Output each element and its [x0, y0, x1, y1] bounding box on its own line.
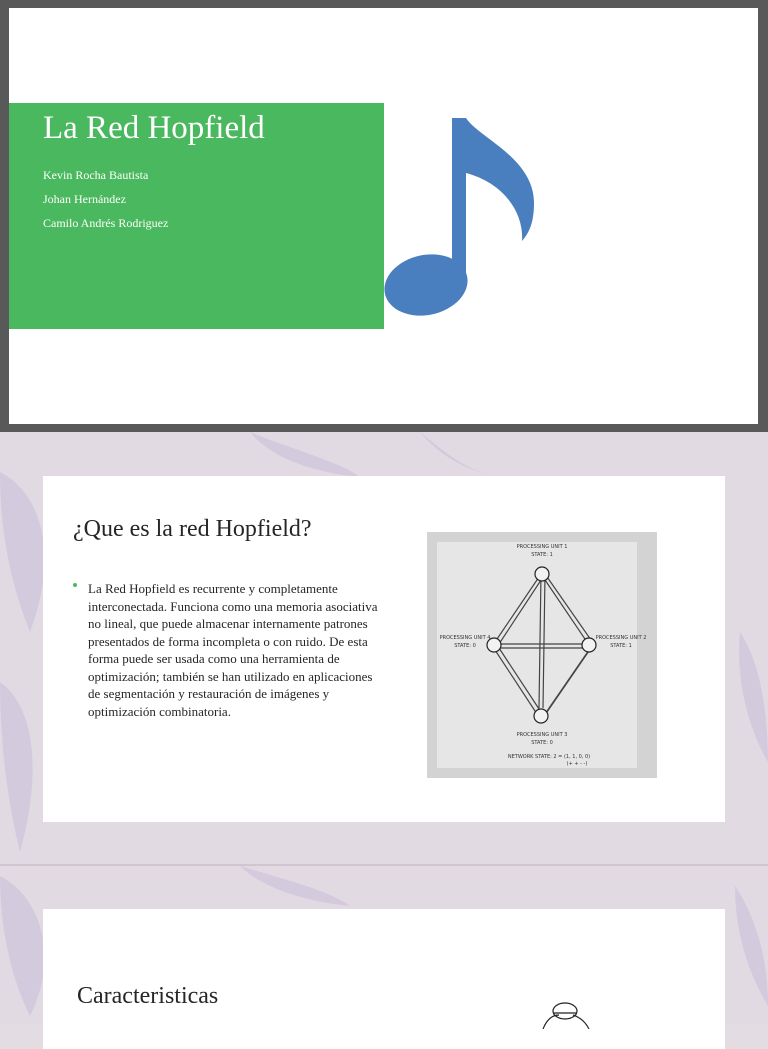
title-slide-canvas: [9, 8, 758, 424]
processing-unit-1: [535, 567, 549, 581]
author-2: Johan Hernández: [43, 192, 126, 206]
unit-2-label: PROCESSING UNIT 2: [595, 635, 647, 641]
music-note-icon: [384, 113, 544, 323]
bullet-icon: [73, 583, 77, 587]
slide-3-card: [43, 909, 725, 1049]
unit-1-label: PROCESSING UNIT 1: [516, 544, 568, 550]
unit-4-state: STATE: 0: [454, 643, 476, 649]
unit-3-state: STATE: 0: [531, 740, 553, 746]
slide-2-bullet-text: La Red Hopfield es recurrente y completamente interconectada. Funciona como una memoria asociativa no lineal, que puede almacenar internamente patrones presentados de forma incompleta o con ruido. De esta forma puede ser usada como una herramienta de optimización; también se han utilizado en aplicaciones de segmentación y restauración de imágenes y optimización combinatoria.: [88, 581, 378, 719]
slide-2-card: [43, 476, 725, 822]
hopfield-network-diagram: [427, 532, 657, 778]
presentation-title: La Red Hopfield: [43, 110, 265, 146]
unit-2-state: STATE: 1: [610, 643, 632, 649]
unit-1-state: STATE: 1: [531, 552, 553, 558]
slide-3-title: Caracteristicas: [77, 983, 219, 1009]
author-3: Camilo Andrés Rodriguez: [43, 216, 169, 230]
author-1: Kevin Rocha Bautista: [43, 168, 149, 182]
slide-2-title: ¿Que es la red Hopfield?: [73, 516, 312, 542]
processing-unit-3: [534, 709, 548, 723]
network-graph: [427, 532, 657, 778]
processing-unit-2: [582, 638, 596, 652]
unit-4-label: PROCESSING UNIT 4: [439, 635, 491, 641]
network-state: NETWORK STATE: 2 = (1, 1, 0, 0): [507, 754, 591, 760]
title-slide: [0, 0, 768, 432]
unit-3-label: PROCESSING UNIT 3: [516, 732, 568, 738]
network-diagram-preview: [533, 999, 623, 1029]
network-signs: (+ + - -): [566, 761, 588, 767]
